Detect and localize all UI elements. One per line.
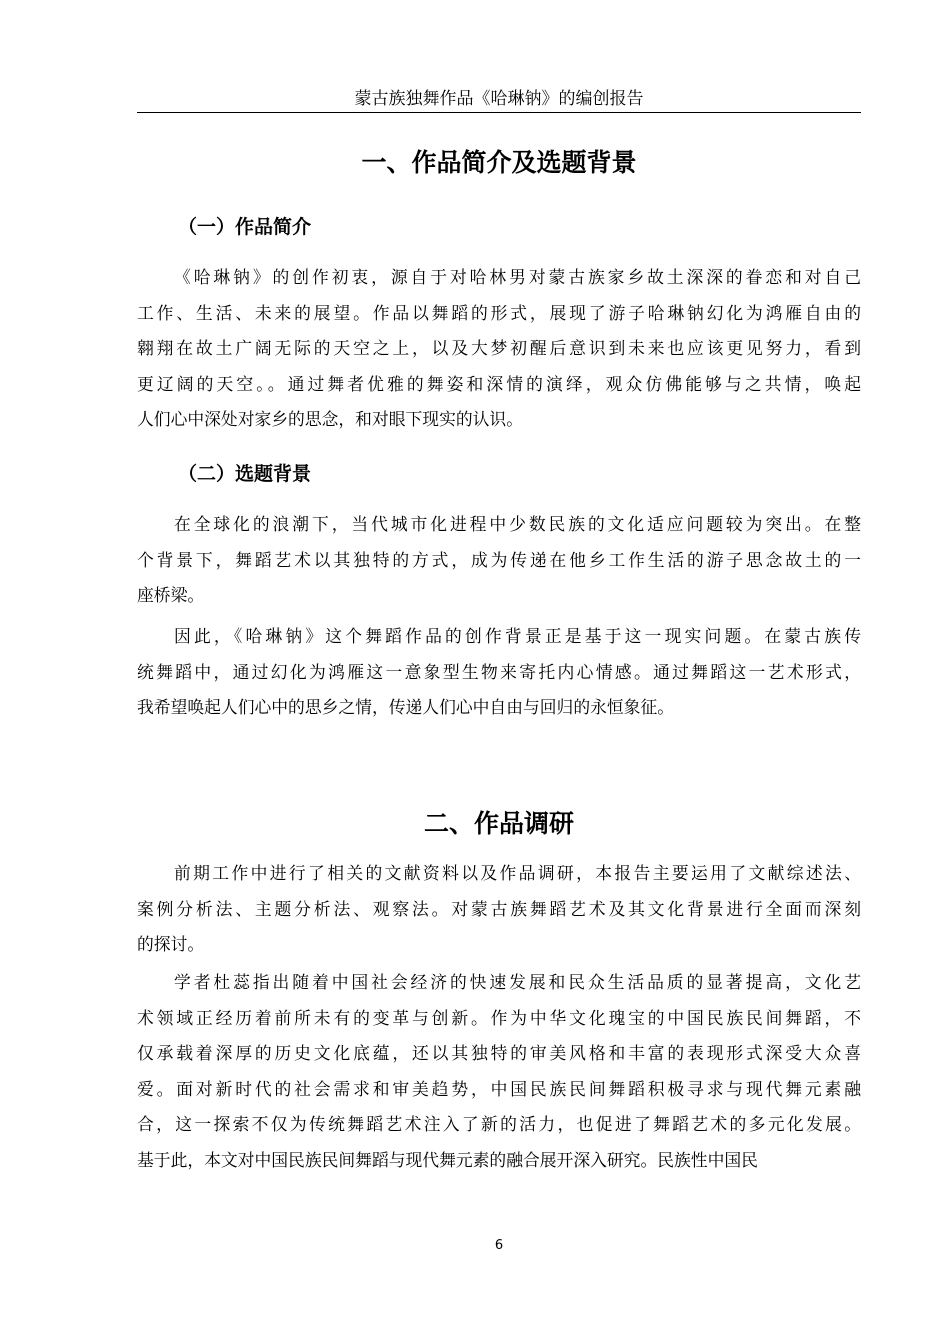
paragraph-background-2 xyxy=(137,619,861,726)
text-line: 学者杜蕊指出随着中国社会经济的快速发展和民众生活品质的显著提高，文化艺 xyxy=(174,972,861,992)
text-line: 合，这一探索不仅为传统舞蹈艺术注入了新的活力，也促进了舞蹈艺术的多元化发展。 xyxy=(137,1114,861,1134)
paragraph-research-2 xyxy=(137,965,861,1178)
page-header-title: 蒙古族独舞作品《哈琳钠》的编创报告 xyxy=(354,89,644,109)
text-line: 的探讨。 xyxy=(137,934,205,954)
page-number: 6 xyxy=(494,1238,504,1253)
subsection-1-heading: （一）作品简介 xyxy=(178,216,312,238)
text-line: 因此，《哈琳钠》这个舞蹈作品的创作背景正是基于这一现实问题。在蒙古族传 xyxy=(174,626,861,646)
text-line: 基于此，本文对中国民族民间舞蹈与现代舞元素的融合展开深入研究。民族性中国民 xyxy=(137,1149,758,1170)
section-2-heading: 二、作品调研 xyxy=(423,809,574,838)
text-line: 座桥梁。 xyxy=(137,585,205,605)
section-1-heading: 一、作品简介及选题背景 xyxy=(361,148,637,177)
text-line: 仅承载着深厚的历史文化底蕴，还以其独特的审美风格和丰富的表现形式深受大众喜 xyxy=(137,1043,861,1063)
paragraph-research-1 xyxy=(137,856,861,963)
header-rule xyxy=(137,112,861,113)
text-line: 人们心中深处对家乡的思念，和对眼下现实的认识。 xyxy=(137,409,523,429)
text-line: 工作、生活、未来的展望。作品以舞蹈的形式，展现了游子哈琳钠幻化为鸿雁自由的 xyxy=(137,302,861,323)
text-line: 术领域正经历着前所未有的变革与创新。作为中华文化瑰宝的中国民族民间舞蹈，不 xyxy=(137,1007,861,1028)
text-line: 统舞蹈中，通过幻化为鸿雁这一意象型生物来寄托内心情感。通过舞蹈这一艺术形式， xyxy=(137,661,861,682)
paragraph-intro xyxy=(137,260,861,438)
text-line: 前期工作中进行了相关的文献资料以及作品调研，本报告主要运用了文献综述法、 xyxy=(174,863,861,883)
text-line: 个背景下，舞蹈艺术以其独特的方式，成为传递在他乡工作生活的游子思念故土的一 xyxy=(137,549,861,570)
text-line: 爱。面对新时代的社会需求和审美趋势，中国民族民间舞蹈积极寻求与现代舞元素融 xyxy=(137,1078,861,1099)
text-line: 《哈琳钠》的创作初衷，源自于对哈林男对蒙古族家乡故土深深的眷恋和对自己 xyxy=(174,267,861,287)
text-line: 更辽阔的天空。。通过舞者优雅的舞姿和深情的演绎，观众仿佛能够与之共情，唤起 xyxy=(137,373,861,394)
text-line: 在全球化的浪潮下，当代城市化进程中少数民族的文化适应问题较为突出。在整 xyxy=(174,514,861,534)
paragraph-background-1 xyxy=(137,507,861,614)
text-line: 翱翔在故土广阔无际的天空之上，以及大梦初醒后意识到未来也应该更见努力，看到 xyxy=(137,338,861,358)
text-line: 我希望唤起人们心中的思乡之情，传递人们心中自由与回归的永恒象征。 xyxy=(137,697,675,717)
text-line: 案例分析法、主题分析法、观察法。对蒙古族舞蹈艺术及其文化背景进行全面而深刻 xyxy=(137,898,861,919)
subsection-2-heading: （二）选题背景 xyxy=(178,463,312,485)
